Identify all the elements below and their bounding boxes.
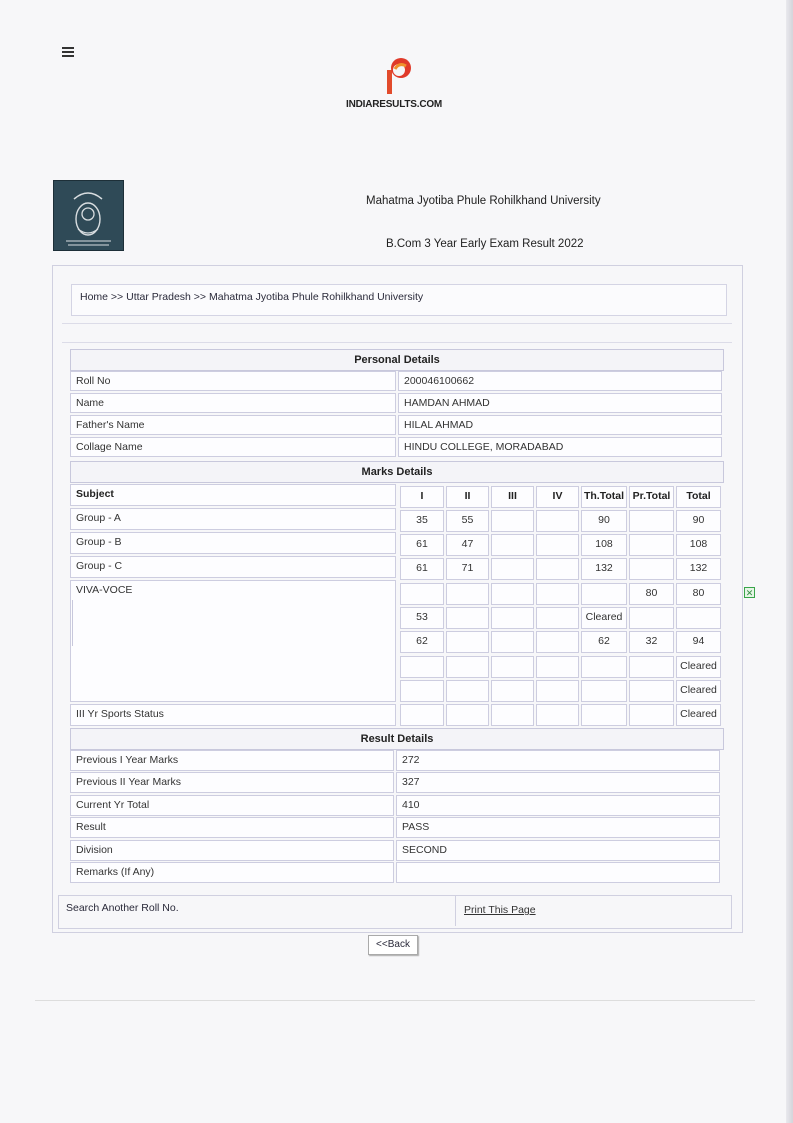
result-label: Previous I Year Marks — [70, 750, 394, 771]
marks-cell — [491, 510, 534, 532]
marks-header-cell: I — [400, 486, 444, 508]
marks-cell — [400, 680, 444, 702]
marks-cell: 132 — [581, 558, 627, 580]
marks-header-cell: IV — [536, 486, 579, 508]
marks-cell — [491, 680, 534, 702]
marks-cell: 132 — [676, 558, 721, 580]
result-value: 327 — [396, 772, 720, 793]
result-label: Remarks (If Any) — [70, 862, 394, 883]
marks-cell — [446, 607, 489, 629]
marks-cell — [536, 680, 579, 702]
print-page-link[interactable]: Print This Page — [464, 904, 536, 916]
result-value: 272 — [396, 750, 720, 771]
marks-cell — [536, 607, 579, 629]
exam-title: B.Com 3 Year Early Exam Result 2022 — [386, 238, 584, 250]
marks-header-cell: Th.Total — [581, 486, 627, 508]
divider-band — [62, 323, 732, 343]
marks-cell: 62 — [581, 631, 627, 653]
personal-value: HAMDAN AHMAD — [398, 393, 722, 413]
marks-cell: 32 — [629, 631, 674, 653]
back-button[interactable]: <<Back — [368, 935, 418, 955]
result-details-heading: Result Details — [70, 728, 724, 750]
personal-label: Name — [70, 393, 396, 413]
subject-viva-voce: VIVA-VOCE — [76, 584, 133, 596]
menu-icon[interactable] — [62, 47, 74, 59]
marks-header-subject: Subject — [70, 484, 396, 506]
subject-name: Group - C — [70, 556, 396, 578]
marks-cell: 55 — [446, 510, 489, 532]
marks-cell — [581, 680, 627, 702]
viva-voce-block — [70, 580, 396, 702]
marks-cell: 108 — [581, 534, 627, 556]
marks-cell — [536, 510, 579, 532]
personal-label: Father's Name — [70, 415, 396, 435]
marks-header-cell: III — [491, 486, 534, 508]
marks-cell: Cleared — [676, 704, 721, 726]
marks-cell — [676, 607, 721, 629]
marks-cell: 80 — [629, 583, 674, 605]
university-title: Mahatma Jyotiba Phule Rohilkhand University — [366, 195, 601, 207]
marks-cell: 35 — [400, 510, 444, 532]
personal-value: HINDU COLLEGE, MORADABAD — [398, 437, 722, 457]
marks-header-cell: Total — [676, 486, 721, 508]
marks-cell: Cleared — [581, 607, 627, 629]
personal-value: 200046100662 — [398, 371, 722, 391]
result-value: 410 — [396, 795, 720, 816]
marks-cell: Cleared — [676, 656, 721, 678]
result-label: Division — [70, 840, 394, 861]
university-emblem-icon — [53, 180, 124, 251]
marks-cell — [446, 704, 489, 726]
marks-cell — [629, 510, 674, 532]
page-rule — [35, 1000, 755, 1001]
scan-edge — [786, 0, 793, 1123]
result-value — [396, 862, 720, 883]
subject-name: Group - A — [70, 508, 396, 530]
marks-cell: 62 — [400, 631, 444, 653]
footer-divider — [455, 896, 456, 926]
marks-cell — [400, 656, 444, 678]
result-value: PASS — [396, 817, 720, 838]
marks-cell — [446, 656, 489, 678]
marks-cell — [491, 631, 534, 653]
marks-details-heading: Marks Details — [70, 461, 724, 483]
marks-cell — [536, 656, 579, 678]
marks-header-cell: Pr.Total — [629, 486, 674, 508]
marks-header-cell: II — [446, 486, 489, 508]
marks-cell — [629, 558, 674, 580]
marks-cell — [400, 583, 444, 605]
marks-cell: 61 — [400, 534, 444, 556]
marks-cell: 90 — [676, 510, 721, 532]
personal-details-heading: Personal Details — [70, 349, 724, 371]
marks-cell — [629, 680, 674, 702]
marks-cell — [629, 607, 674, 629]
breadcrumb[interactable] — [71, 284, 727, 316]
marks-cell — [446, 631, 489, 653]
marks-cell — [581, 704, 627, 726]
marks-cell — [629, 704, 674, 726]
marks-cell: 61 — [400, 558, 444, 580]
marks-cell: 108 — [676, 534, 721, 556]
brand-name[interactable]: INDIARESULTS.COM — [346, 99, 443, 110]
marks-cell — [491, 656, 534, 678]
marks-cell — [491, 607, 534, 629]
personal-value: HILAL AHMAD — [398, 415, 722, 435]
search-another-link[interactable]: Search Another Roll No. — [66, 902, 179, 914]
personal-label: Collage Name — [70, 437, 396, 457]
result-label: Result — [70, 817, 394, 838]
marks-cell: 71 — [446, 558, 489, 580]
marks-cell — [491, 704, 534, 726]
breadcrumb-text[interactable]: Home >> Uttar Pradesh >> Mahatma Jyotiba Phule Rohilkhand University — [80, 291, 424, 303]
marks-cell: 53 — [400, 607, 444, 629]
subject-name: Group - B — [70, 532, 396, 554]
marks-cell — [536, 583, 579, 605]
marks-cell — [536, 534, 579, 556]
marks-cell: Cleared — [676, 680, 721, 702]
result-value: SECOND — [396, 840, 720, 861]
marks-cell: 80 — [676, 583, 721, 605]
excel-icon[interactable]: ✕ — [745, 588, 754, 598]
result-label: Current Yr Total — [70, 795, 394, 816]
personal-label: Roll No — [70, 371, 396, 391]
result-label: Previous II Year Marks — [70, 772, 394, 793]
viva-divider — [72, 600, 73, 646]
marks-cell — [581, 583, 627, 605]
marks-cell — [581, 656, 627, 678]
marks-cell — [536, 558, 579, 580]
marks-cell — [446, 680, 489, 702]
marks-cell: 47 — [446, 534, 489, 556]
subject-name: III Yr Sports Status — [70, 704, 396, 726]
marks-cell — [629, 656, 674, 678]
marks-cell — [536, 631, 579, 653]
marks-cell — [446, 583, 489, 605]
marks-cell: 94 — [676, 631, 721, 653]
marks-cell — [629, 534, 674, 556]
marks-cell: 90 — [581, 510, 627, 532]
marks-cell — [491, 583, 534, 605]
brand-logo-icon[interactable] — [384, 56, 414, 96]
marks-cell — [400, 704, 444, 726]
marks-cell — [491, 558, 534, 580]
marks-cell — [491, 534, 534, 556]
marks-cell — [536, 704, 579, 726]
